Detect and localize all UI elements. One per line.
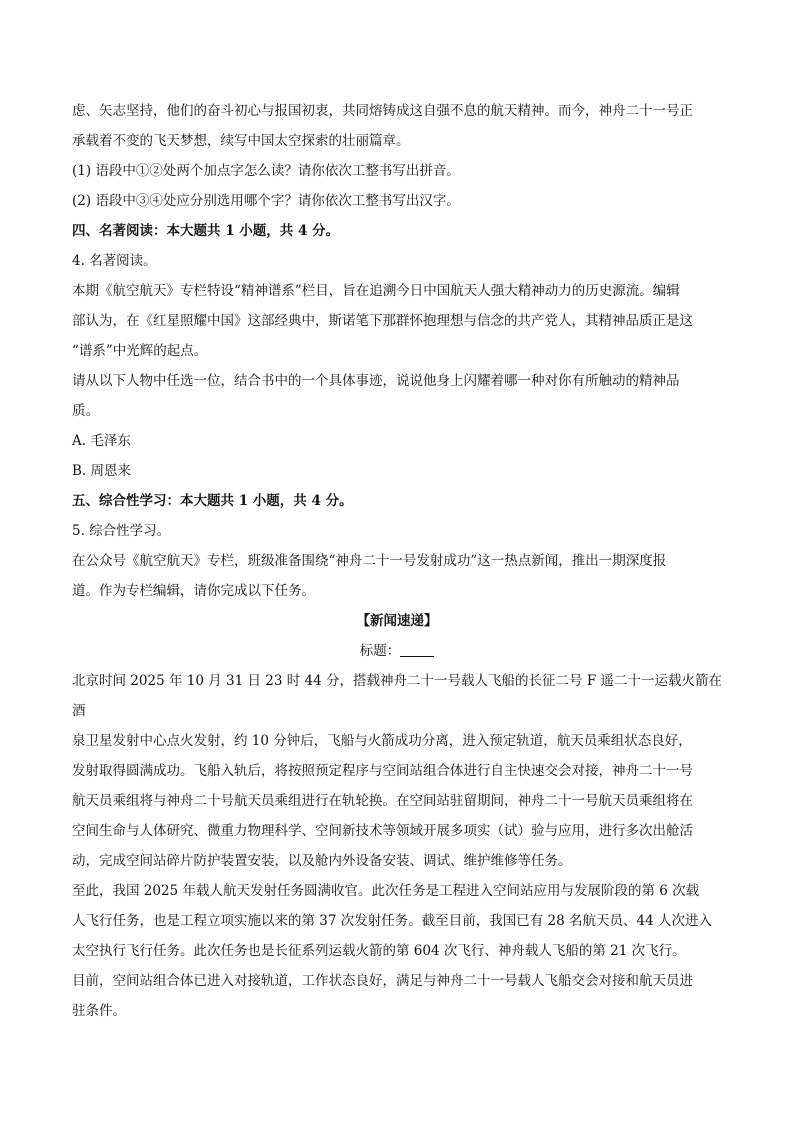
section-5-para1-line1: 在公众号《航空航天》专栏，班级准备围绕“神舟二十一号发射成功”这一热点新闻，推出一期深度报 <box>72 553 667 569</box>
news-p2-line2: 人飞行任务，也是工程立项实施以来的第 37 次发射任务。截至目前，我国已有 28 名航天员、44 人次进入 <box>72 913 712 929</box>
question-1: (1) 语段中①②处两个加点字怎么读？请你依次工整书写出拼音。 <box>72 163 460 179</box>
news-p1-line1: 北京时间 2025 年 10 月 31 日 23 时 44 分，搭载神舟二十一号载人飞船的长征二号 F 遥二十一运载火箭在酒 <box>72 673 722 719</box>
section-4-para1-line3: “谱系”中光辉的起点。 <box>72 343 208 359</box>
news-p2-line1: 至此，我国 2025 年载人航天发射任务圆满收官。此次任务是工程进入空间站应用与发展阶段的第 6 次载 <box>72 883 700 899</box>
intro-line-2: 承载着不变的飞天梦想，续写中国太空探索的壮丽篇章。 <box>72 133 410 149</box>
news-p1-line2: 泉卫星发射中心点火发射，约 10 分钟后，飞船与火箭成功分离，进入预定轨道，航天员乘组状态良好， <box>72 733 692 749</box>
section-4-para2-line2: 质。 <box>72 403 99 419</box>
section-5-item-title: 5. 综合性学习。 <box>72 523 171 539</box>
intro-line-1: 虑、矢志坚持，他们的奋斗初心与报国初衷，共同熔铸成这自强不息的航天精神。而今，神舟二十一号正 <box>72 103 693 119</box>
option-a: A. 毛泽东 <box>72 433 131 449</box>
section-4-para1-line1: 本期《航空航天》专栏特设“精神谱系”栏目，旨在追溯今日中国航天人强大精神动力的历史源流。编辑 <box>72 283 680 299</box>
news-p3-line2: 驻条件。 <box>72 1003 126 1019</box>
question-2: (2) 语段中③④处应分别选用哪个字？请你依次工整书写出汉字。 <box>72 193 460 209</box>
option-b: B. 周恩来 <box>72 463 132 479</box>
section-5-header: 五、综合性学习：本大题共 1 小题，共 4 分。 <box>72 493 353 509</box>
news-title-label: 标题： <box>359 643 401 659</box>
news-title-row <box>72 636 722 666</box>
section-4-header: 四、名著阅读：本大题共 1 小题，共 4 分。 <box>72 223 340 239</box>
news-p1-line3: 发射取得圆满成功。飞船入轨后，将按照预定程序与空间站组合体进行自主快速交会对接，神舟二十一号 <box>72 763 693 779</box>
news-p1-line4: 航天员乘组将与神舟二十号航天员乘组进行在轨轮换。在空间站驻留期间，神舟二十一号航天员乘组将在 <box>72 793 693 809</box>
news-p2-line3: 太空执行飞行任务。此次任务也是长征系列运载火箭的第 604 次飞行、神舟载人飞船的第 21 次飞行。 <box>72 943 686 959</box>
news-p1-line5: 空间生命与人体研究、微重力物理科学、空间新技术等领域开展多项实（试）验与应用，进行多次出舱活 <box>72 823 693 839</box>
news-heading: 【新闻速递】 <box>356 613 438 629</box>
news-p1-line6: 动，完成空间站碎片防护装置安装，以及舱内外设备安装、调试、维护维修等任务。 <box>72 853 572 869</box>
news-title-blank[interactable] <box>400 642 434 657</box>
document-page <box>72 96 722 1026</box>
section-4-para1-line2: 部认为，在《红星照耀中国》这部经典中，斯诺笔下那群怀抱理想与信念的共产党人，其精神品质正是这 <box>72 313 693 329</box>
section-4-item-title: 4. 名著阅读。 <box>72 253 157 269</box>
section-5-para1-line2: 道。作为专栏编辑，请你完成以下任务。 <box>72 583 315 599</box>
news-body <box>72 666 722 1026</box>
section-4-para2-line1: 请从以下人物中任选一位，结合书中的一个具体事迹，说说他身上闪耀着哪一种对你有所触动的精神品 <box>72 373 680 389</box>
news-p3-line1: 目前，空间站组合体已进入对接轨道，工作状态良好，满足与神舟二十一号载人飞船交会对接和航天员进 <box>72 973 693 989</box>
